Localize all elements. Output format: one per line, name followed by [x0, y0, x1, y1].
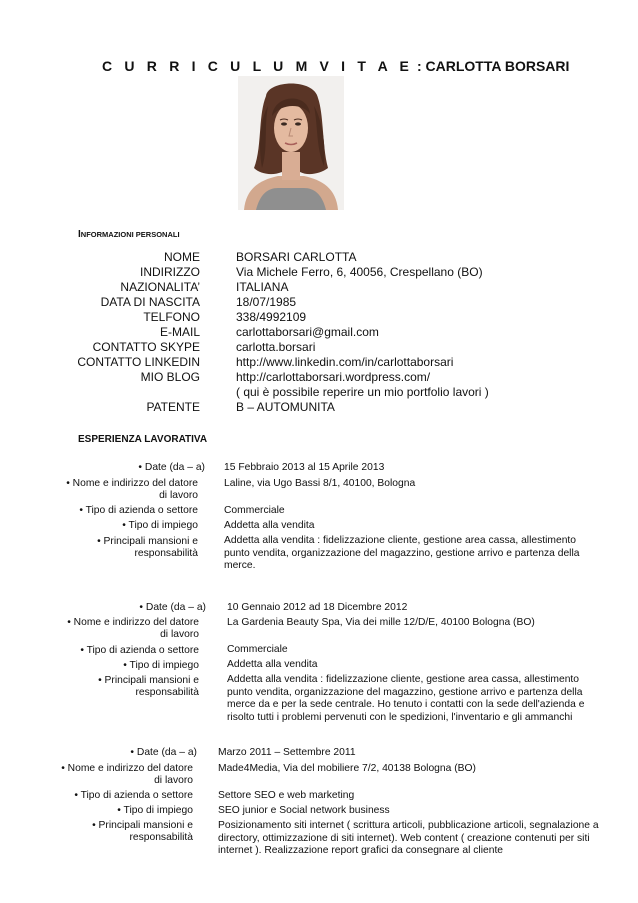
job2-label-role: • Tipo di impiego — [123, 660, 199, 671]
job1-label-role: • Tipo di impiego — [122, 520, 198, 531]
job1-sector: Commerciale — [224, 505, 285, 516]
label-nazionalita: NAZIONALITA’ — [120, 280, 200, 294]
job3-employer: Made4Media, Via del mobiliere 7/2, 40138 Bologna (BO) — [218, 763, 476, 774]
job2-duties: Addetta alla vendita : fidelizzazione cliente, gestione area cassa, allestimento punto vendita, organizzazione del magazzino, gestione arrivo e partenza della merce da e per la sede centrale. Ho tenuto i contatti con la sede dell'azienda e risolto tutti i problemi pervenuti con le spedizioni, l'inventario e gli ammanchi — [227, 674, 585, 723]
value-indirizzo: Via Michele Ferro, 6, 40056, Crespellano (BO) — [236, 265, 483, 279]
link-blog[interactable]: http://carlottaborsari.wordpress.com/ — [236, 370, 431, 384]
job1-role: Addetta alla vendita — [224, 520, 315, 531]
job3-label-duties: • Principali mansioni e — [92, 820, 193, 831]
label-data-nascita: DATA DI NASCITA — [100, 295, 200, 309]
job2-label-duties-2: responsabilità — [135, 687, 199, 698]
page-title — [102, 58, 569, 74]
job1-label-duties: • Principali mansioni e — [97, 536, 198, 547]
label-blog: MIO BLOG — [140, 370, 200, 384]
job1-label-date: • Date (da – a) — [138, 462, 205, 473]
value-telefono: 338/4992109 — [236, 310, 307, 324]
job3-label-duties-2: responsabilità — [129, 832, 193, 843]
link-linkedin[interactable]: http://www.linkedin.com/in/carlottaborsari — [236, 355, 454, 369]
job3-label-date: • Date (da – a) — [130, 747, 197, 758]
job1-label-sector: • Tipo di azienda o settore — [79, 505, 198, 516]
job3-duties: Posizionamento siti internet ( scrittura articoli, pubblicazione articoli, segnalazione a directory, ottimizzazione di siti internet). Web content ( creazione contenuti per siti internet ). Realizzazione report grafici da consegnare al cliente — [218, 820, 599, 857]
label-patente: PATENTE — [146, 400, 200, 414]
job3-label-employer: • Nome e indirizzo del datore — [61, 763, 193, 774]
job1-date: 15 Febbraio 2013 al 15 Aprile 2013 — [224, 462, 385, 473]
job1-duties: Addetta alla vendita : fidelizzazione cliente, gestione area cassa, allestimento punto vendita, organizzazione del magazzino, gestione arrivo e partenza della merce. — [224, 535, 580, 572]
profile-photo — [238, 76, 344, 210]
value-portfolio-note: ( qui è possibile reperire un mio portfolio lavori ) — [236, 385, 489, 399]
label-email: E-MAIL — [159, 325, 200, 339]
job3-sector: Settore SEO e web marketing — [218, 790, 355, 801]
job3-role: SEO junior e Social network business — [218, 805, 390, 816]
job2-label-duties: • Principali mansioni e — [98, 675, 199, 686]
value-patente: B – AUTOMUNITA — [236, 400, 335, 414]
job1-label-employer-2: di lavoro — [159, 490, 198, 501]
section-rest: NFORMAZIONI PERSONALI — [80, 230, 180, 239]
job2-role: Addetta alla vendita — [227, 659, 318, 670]
job2-label-sector: • Tipo di azienda o settore — [80, 645, 199, 656]
label-nome: NOME — [164, 250, 200, 264]
job2-label-employer-2: di lavoro — [160, 629, 199, 640]
job2-sector: Commerciale — [227, 644, 288, 655]
title-main: C U R R I C U L U M V I T A E — [102, 58, 414, 74]
title-name: : CARLOTTA BORSARI — [413, 58, 570, 74]
job3-label-employer-2: di lavoro — [154, 775, 193, 786]
job3-date: Marzo 2011 – Settembre 2011 — [218, 747, 356, 758]
label-telefono: TELFONO — [143, 310, 200, 324]
section-initial: I — [78, 229, 81, 240]
label-linkedin: CONTATTO LINKEDIN — [77, 355, 200, 369]
value-nome: BORSARI CARLOTTA — [236, 250, 357, 264]
value-email[interactable]: carlottaborsari@gmail.com — [236, 325, 379, 339]
job1-employer: Laline, via Ugo Bassi 8/1, 40100, Bologna — [224, 478, 416, 489]
section-personal-info — [78, 229, 180, 240]
job1-label-duties-2: responsabilità — [134, 548, 198, 559]
label-indirizzo: INDIRIZZO — [140, 265, 200, 279]
job1-label-employer: • Nome e indirizzo del datore — [66, 478, 198, 489]
job3-label-sector: • Tipo di azienda o settore — [74, 790, 193, 801]
job2-employer: La Gardenia Beauty Spa, Via dei mille 12/D/E, 40100 Bologna (BO) — [227, 617, 535, 628]
value-skype: carlotta.borsari — [236, 340, 316, 354]
section-experience: ESPERIENZA LAVORATIVA — [78, 434, 208, 445]
job2-label-date: • Date (da – a) — [139, 602, 206, 613]
job3-label-role: • Tipo di impiego — [117, 805, 193, 816]
job2-label-employer: • Nome e indirizzo del datore — [67, 617, 199, 628]
value-nazionalita: ITALIANA — [236, 280, 289, 294]
value-data-nascita: 18/07/1985 — [236, 295, 297, 309]
label-skype: CONTATTO SKYPE — [92, 340, 200, 354]
job2-date: 10 Gennaio 2012 ad 18 Dicembre 2012 — [227, 602, 408, 613]
